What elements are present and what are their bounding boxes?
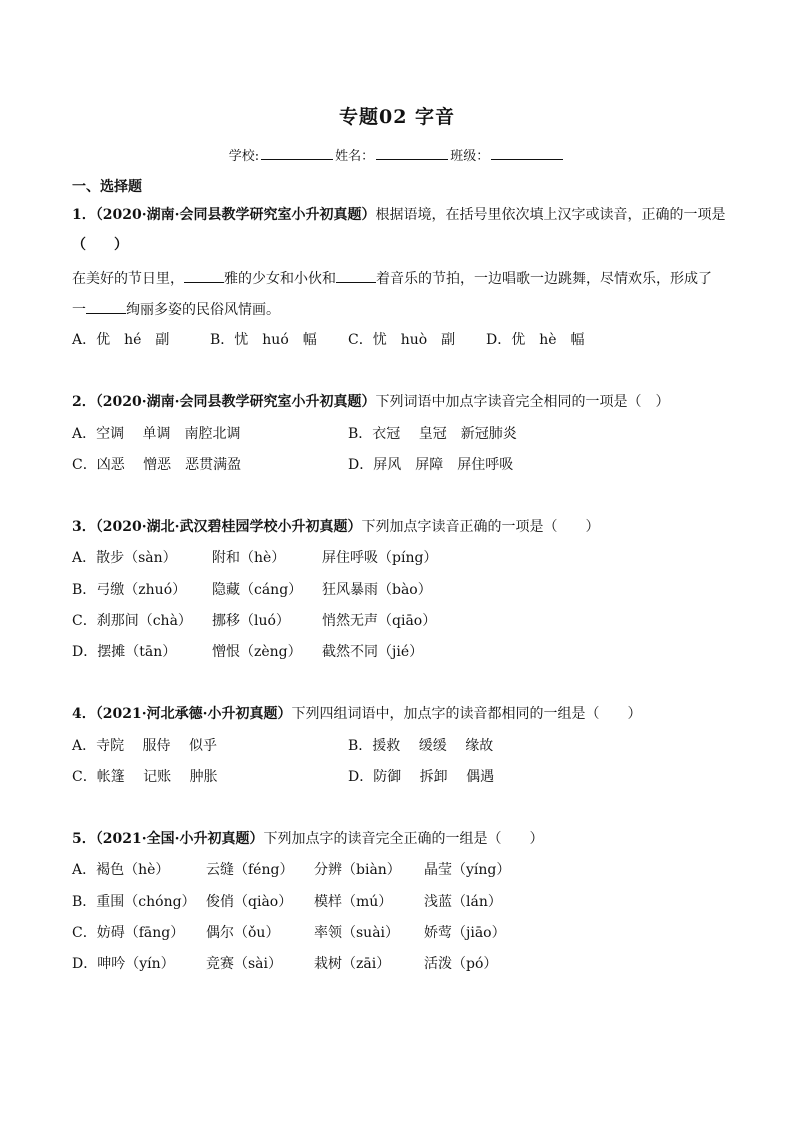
- question-1-paren: [72, 236, 128, 254]
- option-b-word-4: 浅蓝（lán）: [424, 894, 502, 910]
- fill-blank: [86, 299, 126, 314]
- question-number: 5．: [72, 831, 96, 847]
- option-b-word-3: 狂风暴雨（bào）: [322, 582, 432, 598]
- option-d-word-2: 竞赛（sài）: [206, 956, 283, 972]
- option-b[interactable]: B．忧 huó 幅: [210, 332, 317, 348]
- option-b[interactable]: B．衣冠 皇冠 新冠肺炎: [348, 426, 517, 442]
- option-a-word-3: 屏住呼吸（píng）: [322, 550, 438, 566]
- option-b[interactable]: B．重围（chóng）: [72, 894, 196, 910]
- section-heading: 一、选择题: [72, 179, 142, 195]
- option-a[interactable]: A．褐色（hè）: [72, 862, 170, 878]
- option-b[interactable]: B．援救 缓缓 缘故: [348, 738, 494, 754]
- class-blank: [491, 146, 563, 160]
- question-number: 3．: [72, 519, 96, 535]
- option-c-word-2: 偶尔（ǒu）: [206, 925, 280, 941]
- question-source: （2020·湖南·会同县教学研究室小升初真题）: [95, 394, 376, 410]
- option-d[interactable]: D．优 hè 幅: [486, 332, 585, 348]
- option-a-word-2: 云缝（féng）: [206, 862, 294, 878]
- option-d-word-3: 栽树（zāi）: [314, 956, 391, 972]
- question-text: 下列词语中加点字读音完全相同的一项是（ ）: [375, 394, 670, 410]
- option-c[interactable]: C．妨碍（fāng）: [72, 925, 185, 941]
- option-c[interactable]: C．凶恶 憎恶 恶贯满盈: [72, 457, 242, 473]
- option-d-word-4: 活泼（pó）: [424, 956, 498, 972]
- passage-text: 雅的少女和小伙和: [224, 271, 336, 287]
- option-b-word-2: 俊俏（qiào）: [206, 894, 293, 910]
- option-c[interactable]: C．忧 huò 副: [348, 332, 456, 348]
- name-blank: [376, 146, 448, 160]
- option-c-word-4: 娇莺（jiāo）: [424, 925, 506, 941]
- passage-text: 绚丽多姿的民俗风情画。: [126, 302, 280, 318]
- option-a-word-4: 晶莹（yíng）: [424, 862, 511, 878]
- class-label: 班级：: [450, 149, 490, 164]
- option-a-word-3: 分辨（biàn）: [314, 862, 401, 878]
- question-number: 4．: [72, 706, 96, 722]
- option-b-word-3: 模样（mú）: [314, 894, 393, 910]
- student-info-line: [0, 145, 794, 164]
- passage-text: 着音乐的节拍，一边唱歌一边跳舞，尽情欢乐，形成了: [376, 271, 712, 287]
- option-a[interactable]: A．空调 单调 南腔北调: [72, 426, 241, 442]
- option-c-word-3: 率领（suài）: [314, 925, 400, 941]
- option-b-word-2: 隐藏（cáng）: [212, 582, 303, 598]
- question-number: 1．: [72, 207, 96, 223]
- fill-blank: [336, 268, 376, 283]
- question-text: 下列四组词语中，加点字的读音都相同的一组是（ ）: [291, 706, 642, 722]
- option-a[interactable]: A．优 hé 副: [72, 332, 170, 348]
- page-title: 专题02 字音: [338, 106, 456, 128]
- option-d[interactable]: D．摆摊（tān）: [72, 644, 177, 660]
- name-label: 姓名：: [335, 149, 375, 164]
- question-3-stem: [72, 518, 599, 536]
- option-c[interactable]: C．帐篷 记账 肿胀: [72, 769, 218, 785]
- question-source: （2021·河北承德·小升初真题）: [95, 706, 292, 722]
- option-a-word-2: 附和（hè）: [212, 550, 286, 566]
- option-c-word-3: 悄然无声（qiāo）: [322, 613, 437, 629]
- question-source: （2020·湖北·武汉碧桂园学校小升初真题）: [95, 519, 362, 535]
- question-source: （2020·湖南·会同县教学研究室小升初真题）: [95, 207, 376, 223]
- question-text: 下列加点字读音正确的一项是（ ）: [361, 519, 600, 535]
- option-a[interactable]: A．散步（sàn）: [72, 550, 177, 566]
- option-b[interactable]: B．弓缴（zhuó）: [72, 582, 187, 598]
- option-d-word-2: 憎恨（zèng）: [212, 644, 302, 660]
- option-d-word-3: 截然不同（jié）: [322, 644, 424, 660]
- question-number: 2．: [72, 394, 96, 410]
- fill-blank: [184, 268, 224, 283]
- passage-text: 在美好的节日里，: [72, 271, 184, 287]
- option-d[interactable]: D．防御 拆卸 偶遇: [348, 769, 495, 785]
- school-label: 学校:: [228, 149, 260, 164]
- option-a[interactable]: A．寺院 服侍 似乎: [72, 738, 218, 754]
- question-1-passage-line-1: [72, 268, 712, 288]
- answer-paren: （ ）: [72, 237, 128, 253]
- question-text: 根据语境，在括号里依次填上汉字或读音，正确的一项是: [375, 207, 726, 223]
- question-5-stem: [72, 830, 543, 848]
- question-4-stem: [72, 705, 641, 723]
- option-c-word-2: 挪移（luó）: [212, 613, 290, 629]
- question-1-stem: [72, 206, 725, 224]
- question-2-stem: [72, 393, 669, 411]
- question-source: （2021·全国·小升初真题）: [95, 831, 264, 847]
- option-c[interactable]: C．刹那间（chà）: [72, 613, 192, 629]
- question-text: 下列加点字的读音完全正确的一组是（ ）: [263, 831, 544, 847]
- school-blank: [261, 146, 333, 160]
- question-1-passage-line-2: [72, 299, 280, 319]
- option-d[interactable]: D．屏风 屏障 屏住呼吸: [348, 457, 514, 473]
- option-d[interactable]: D．呻吟（yín）: [72, 956, 175, 972]
- passage-text: 一: [72, 302, 86, 318]
